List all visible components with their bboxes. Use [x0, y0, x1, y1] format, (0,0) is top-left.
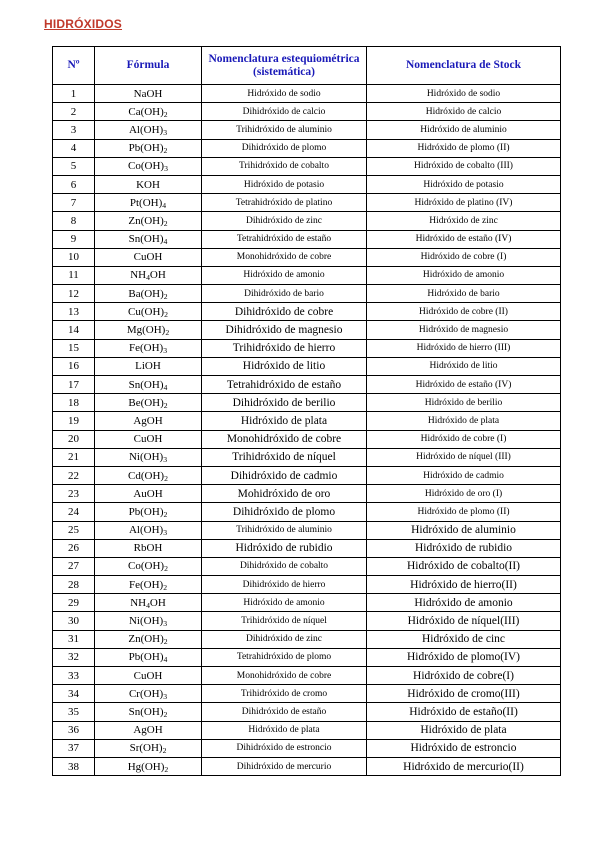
formula-text: Ba(OH) — [128, 287, 164, 300]
row-formula — [95, 339, 202, 357]
table-row — [53, 557, 561, 575]
row-stock-name: Hidróxido de platino (IV) — [367, 194, 561, 212]
formula-subscript: 2 — [164, 564, 168, 574]
table-row — [53, 85, 561, 103]
row-number: 16 — [53, 357, 95, 375]
table-row — [53, 594, 561, 612]
row-number: 12 — [53, 285, 95, 303]
formula-subscript: 2 — [164, 764, 169, 774]
row-number: 17 — [53, 376, 95, 394]
table-row — [53, 357, 561, 375]
table-row — [53, 285, 561, 303]
row-systematic-name: Monohidróxido de cobre — [202, 248, 367, 266]
row-number: 28 — [53, 576, 95, 594]
row-formula — [95, 157, 202, 175]
formula-text: Pb(OH) — [128, 505, 164, 518]
formula-text: Cd(OH) — [128, 469, 165, 482]
row-number: 19 — [53, 412, 95, 430]
table-row — [53, 394, 561, 412]
row-stock-name: Hidróxido de níquel (III) — [367, 448, 561, 466]
formula-subscript: 2 — [162, 746, 167, 756]
table-row — [53, 539, 561, 557]
row-systematic-name: Dihidróxido de magnesio — [202, 321, 367, 339]
row-systematic-name: Dihidróxido de plomo — [202, 503, 367, 521]
row-systematic-name: Tetrahidróxido de estaño — [202, 376, 367, 394]
formula-text: Mg(OH) — [126, 324, 166, 337]
row-stock-name: Hidróxido de bario — [367, 285, 561, 303]
row-number: 31 — [53, 630, 95, 648]
table-row — [53, 703, 561, 721]
row-formula — [95, 357, 202, 375]
row-stock-name: Hidróxido de hierro (III) — [367, 339, 561, 357]
formula-subscript: 3 — [163, 618, 168, 628]
table-row — [53, 630, 561, 648]
row-number: 11 — [53, 266, 95, 284]
row-systematic-name: Dihidróxido de estroncio — [202, 739, 367, 757]
row-systematic-name: Tetrahidróxido de platino — [202, 194, 367, 212]
row-stock-name: Hidróxido de sodio — [367, 85, 561, 103]
row-systematic-name: Trihidróxido de níquel — [202, 612, 367, 630]
row-number: 1 — [53, 85, 95, 103]
row-systematic-name: Hidróxido de plata — [202, 412, 367, 430]
table-row — [53, 339, 561, 357]
table-row — [53, 175, 561, 193]
row-stock-name: Hidróxido de mercurio(II) — [367, 757, 561, 775]
formula-text: Al(OH) — [128, 123, 164, 136]
row-formula — [95, 703, 202, 721]
formula-text: NaOH — [133, 87, 163, 100]
row-number: 2 — [53, 103, 95, 121]
row-formula — [95, 594, 202, 612]
table-row — [53, 212, 561, 230]
row-formula — [95, 175, 202, 193]
row-stock-name: Hidróxido de aluminio — [367, 121, 561, 139]
row-systematic-name: Trihidróxido de níquel — [202, 448, 367, 466]
row-stock-name: Hidróxido de estaño(II) — [367, 703, 561, 721]
row-stock-name: Hidróxido de magnesio — [367, 321, 561, 339]
row-systematic-name: Dihidróxido de zinc — [202, 212, 367, 230]
formula-text: Sn(OH) — [128, 705, 164, 718]
row-number: 30 — [53, 612, 95, 630]
formula-text: Zn(OH) — [128, 214, 164, 227]
row-stock-name: Hidróxido de cobre (II) — [367, 303, 561, 321]
row-number: 35 — [53, 703, 95, 721]
row-stock-name: Hidróxido de cobre(I) — [367, 667, 561, 685]
row-number: 18 — [53, 394, 95, 412]
formula-subscript: 3 — [163, 127, 168, 137]
row-formula — [95, 739, 202, 757]
row-systematic-name: Hidróxido de plata — [202, 721, 367, 739]
row-formula — [95, 321, 202, 339]
table-row — [53, 739, 561, 757]
row-stock-name: Hidróxido de cobre (I) — [367, 430, 561, 448]
row-stock-name: Hidróxido de cobalto(II) — [367, 557, 561, 575]
row-number: 27 — [53, 557, 95, 575]
row-formula — [95, 230, 202, 248]
row-stock-name: Hidróxido de cobre (I) — [367, 248, 561, 266]
row-stock-name: Hidróxido de estroncio — [367, 739, 561, 757]
row-number: 4 — [53, 139, 95, 157]
row-formula — [95, 285, 202, 303]
row-systematic-name: Trihidróxido de hierro — [202, 339, 367, 357]
formula-text: Co(OH) — [128, 560, 165, 573]
hydroxides-table — [52, 46, 561, 776]
formula-text: Hg(OH) — [127, 760, 165, 773]
formula-subscript: 2 — [163, 637, 168, 647]
row-stock-name: Hidróxido de potasio — [367, 175, 561, 193]
table-row — [53, 485, 561, 503]
row-number: 20 — [53, 430, 95, 448]
table-row — [53, 612, 561, 630]
formula-subscript: 4 — [163, 655, 168, 665]
formula-subscript: 3 — [163, 455, 168, 465]
row-systematic-name: Mohidróxido de oro — [202, 485, 367, 503]
row-number: 7 — [53, 194, 95, 212]
row-formula — [95, 557, 202, 575]
formula-text: Ni(OH) — [128, 615, 164, 628]
row-formula — [95, 485, 202, 503]
formula-subscript: 3 — [164, 164, 168, 174]
table-row — [53, 521, 561, 539]
formula-text: Ca(OH) — [128, 105, 164, 118]
table-row — [53, 466, 561, 484]
formula-subscript: 4 — [146, 273, 150, 283]
row-systematic-name: Tetrahidróxido de estaño — [202, 230, 367, 248]
table-row — [53, 448, 561, 466]
row-systematic-name: Dihidróxido de bario — [202, 285, 367, 303]
row-systematic-name: Monohidróxido de cobre — [202, 667, 367, 685]
row-systematic-name: Hidróxido de litio — [202, 357, 367, 375]
row-number: 38 — [53, 757, 95, 775]
formula-subscript: 2 — [163, 146, 168, 156]
formula-subscript: 2 — [163, 709, 168, 719]
formula-text: Al(OH) — [128, 524, 164, 537]
row-stock-name: Hidróxido de plomo (II) — [367, 503, 561, 521]
formula-subscript: 2 — [163, 291, 168, 301]
formula-subscript: 2 — [164, 473, 168, 483]
formula-text: OH — [149, 596, 166, 609]
formula-subscript: 2 — [163, 109, 168, 119]
formula-text: Fe(OH) — [128, 342, 164, 355]
table-row — [53, 412, 561, 430]
table-row — [53, 157, 561, 175]
row-number: 8 — [53, 212, 95, 230]
formula-subscript: 2 — [165, 327, 170, 337]
row-systematic-name: Trihidróxido de aluminio — [202, 521, 367, 539]
formula-text: CuOH — [133, 669, 163, 682]
formula-text: LiOH — [135, 360, 161, 373]
header-systematic: Nomenclatura estequiométrica (sistemática) — [202, 47, 367, 85]
table-row — [53, 303, 561, 321]
formula-subscript: 2 — [163, 400, 168, 410]
formula-subscript: 4 — [163, 237, 168, 247]
formula-text: Pt(OH) — [129, 196, 163, 209]
row-systematic-name: Tetrahidróxido de plomo — [202, 648, 367, 666]
formula-subscript: 4 — [162, 200, 167, 210]
table-row — [53, 121, 561, 139]
row-systematic-name: Trihidróxido de cromo — [202, 685, 367, 703]
table-header-row — [53, 47, 561, 85]
row-formula — [95, 103, 202, 121]
table-row — [53, 721, 561, 739]
row-stock-name: Hidróxido de estaño (IV) — [367, 230, 561, 248]
table-row — [53, 321, 561, 339]
row-formula — [95, 121, 202, 139]
table-row — [53, 757, 561, 775]
formula-subscript: 2 — [164, 309, 168, 319]
formula-text: Ni(OH) — [128, 451, 164, 464]
row-formula — [95, 503, 202, 521]
row-formula — [95, 667, 202, 685]
row-stock-name: Hidróxido de amonio — [367, 266, 561, 284]
row-number: 24 — [53, 503, 95, 521]
row-stock-name: Hidróxido de hierro(II) — [367, 576, 561, 594]
row-stock-name: Hidróxido de oro (I) — [367, 485, 561, 503]
row-systematic-name: Dihidróxido de mercurio — [202, 757, 367, 775]
formula-text: RbOH — [133, 542, 163, 555]
row-number: 15 — [53, 339, 95, 357]
row-stock-name: Hidróxido de amonio — [367, 594, 561, 612]
formula-text: CuOH — [133, 433, 163, 446]
formula-subscript: 3 — [163, 528, 168, 538]
table-row — [53, 248, 561, 266]
row-stock-name: Hidróxido de cinc — [367, 630, 561, 648]
formula-text: Pb(OH) — [128, 142, 164, 155]
row-formula — [95, 539, 202, 557]
formula-text: Zn(OH) — [128, 633, 164, 646]
row-formula — [95, 266, 202, 284]
row-number: 13 — [53, 303, 95, 321]
row-systematic-name: Dihidróxido de zinc — [202, 630, 367, 648]
row-formula — [95, 194, 202, 212]
formula-subscript: 2 — [163, 218, 168, 228]
row-systematic-name: Dihidróxido de cadmio — [202, 466, 367, 484]
formula-text: CuOH — [133, 251, 163, 264]
row-systematic-name: Trihidróxido de cobalto — [202, 157, 367, 175]
row-formula — [95, 430, 202, 448]
table-row — [53, 576, 561, 594]
row-formula — [95, 448, 202, 466]
formula-text: Sn(OH) — [128, 233, 164, 246]
row-stock-name: Hidróxido de rubidio — [367, 539, 561, 557]
row-systematic-name: Dihidróxido de cobre — [202, 303, 367, 321]
table-row — [53, 230, 561, 248]
row-systematic-name: Hidróxido de rubidio — [202, 539, 367, 557]
row-stock-name: Hidróxido de aluminio — [367, 521, 561, 539]
row-stock-name: Hidróxido de zinc — [367, 212, 561, 230]
table-row — [53, 194, 561, 212]
row-formula — [95, 394, 202, 412]
table-row — [53, 139, 561, 157]
row-stock-name: Hidróxido de cromo(III) — [367, 685, 561, 703]
formula-text: AuOH — [133, 487, 163, 500]
formula-text: AgOH — [133, 414, 163, 427]
header-number: Nº — [53, 47, 95, 85]
row-systematic-name: Dihidróxido de cobalto — [202, 557, 367, 575]
row-systematic-name: Hidróxido de amonio — [202, 594, 367, 612]
row-formula — [95, 466, 202, 484]
row-systematic-name: Dihidróxido de plomo — [202, 139, 367, 157]
row-stock-name: Hidróxido de calcio — [367, 103, 561, 121]
row-stock-name: Hidróxido de plomo (II) — [367, 139, 561, 157]
row-formula — [95, 412, 202, 430]
row-number: 6 — [53, 175, 95, 193]
row-number: 25 — [53, 521, 95, 539]
row-formula — [95, 376, 202, 394]
row-stock-name: Hidróxido de níquel(III) — [367, 612, 561, 630]
table-row — [53, 376, 561, 394]
formula-subscript: 3 — [163, 691, 168, 701]
row-stock-name: Hidróxido de plata — [367, 721, 561, 739]
formula-text: Cr(OH) — [128, 687, 164, 700]
row-formula — [95, 721, 202, 739]
row-formula — [95, 303, 202, 321]
formula-text: Sn(OH) — [128, 378, 164, 391]
formula-text: NH — [130, 596, 147, 609]
row-number: 29 — [53, 594, 95, 612]
table-row — [53, 503, 561, 521]
formula-subscript: 3 — [163, 346, 168, 356]
formula-text: Fe(OH) — [128, 578, 164, 591]
row-formula — [95, 576, 202, 594]
row-number: 32 — [53, 648, 95, 666]
row-systematic-name: Dihidróxido de estaño — [202, 703, 367, 721]
row-number: 22 — [53, 466, 95, 484]
row-number: 10 — [53, 248, 95, 266]
formula-text: OH — [149, 269, 166, 282]
row-number: 37 — [53, 739, 95, 757]
row-formula — [95, 612, 202, 630]
row-systematic-name: Hidróxido de amonio — [202, 266, 367, 284]
formula-text: Cu(OH) — [128, 305, 165, 318]
formula-subscript: 2 — [163, 509, 168, 519]
row-systematic-name: Hidróxido de potasio — [202, 175, 367, 193]
table-row — [53, 667, 561, 685]
row-stock-name: Hidróxido de estaño (IV) — [367, 376, 561, 394]
row-number: 9 — [53, 230, 95, 248]
row-number: 14 — [53, 321, 95, 339]
table-row — [53, 648, 561, 666]
row-systematic-name: Hidróxido de sodio — [202, 85, 367, 103]
row-formula — [95, 521, 202, 539]
row-formula — [95, 139, 202, 157]
row-number: 34 — [53, 685, 95, 703]
row-number: 23 — [53, 485, 95, 503]
row-formula — [95, 212, 202, 230]
row-stock-name: Hidróxido de litio — [367, 357, 561, 375]
formula-text: Sr(OH) — [129, 742, 163, 755]
table-row — [53, 266, 561, 284]
page-title: HIDRÓXIDOS — [44, 17, 123, 31]
row-formula — [95, 630, 202, 648]
row-number: 3 — [53, 121, 95, 139]
formula-text: Pb(OH) — [128, 651, 164, 664]
row-stock-name: Hidróxido de berilio — [367, 394, 561, 412]
row-formula — [95, 248, 202, 266]
formula-text: KOH — [136, 178, 160, 191]
table-row — [53, 685, 561, 703]
row-number: 36 — [53, 721, 95, 739]
row-number: 26 — [53, 539, 95, 557]
formula-text: AgOH — [133, 724, 163, 737]
formula-subscript: 4 — [163, 382, 168, 392]
row-stock-name: Hidróxido de plata — [367, 412, 561, 430]
row-stock-name: Hidróxido de cadmio — [367, 466, 561, 484]
row-systematic-name: Dihidróxido de hierro — [202, 576, 367, 594]
row-systematic-name: Trihidróxido de aluminio — [202, 121, 367, 139]
row-number: 33 — [53, 667, 95, 685]
row-systematic-name: Dihidróxido de calcio — [202, 103, 367, 121]
formula-subscript: 2 — [163, 582, 168, 592]
row-formula — [95, 85, 202, 103]
formula-text: Co(OH) — [128, 160, 165, 173]
row-formula — [95, 685, 202, 703]
table-body — [53, 85, 561, 776]
table-row — [53, 430, 561, 448]
header-formula: Fórmula — [95, 47, 202, 85]
row-formula — [95, 757, 202, 775]
row-stock-name: Hidróxido de plomo(IV) — [367, 648, 561, 666]
formula-text: Be(OH) — [128, 396, 164, 409]
row-stock-name: Hidróxido de cobalto (III) — [367, 157, 561, 175]
header-stock: Nomenclatura de Stock — [367, 47, 561, 85]
row-systematic-name: Dihidróxido de berilio — [202, 394, 367, 412]
formula-subscript: 4 — [146, 600, 150, 610]
row-systematic-name: Monohidróxido de cobre — [202, 430, 367, 448]
table-row — [53, 103, 561, 121]
row-number: 21 — [53, 448, 95, 466]
formula-text: NH — [130, 269, 147, 282]
row-formula — [95, 648, 202, 666]
row-number: 5 — [53, 157, 95, 175]
